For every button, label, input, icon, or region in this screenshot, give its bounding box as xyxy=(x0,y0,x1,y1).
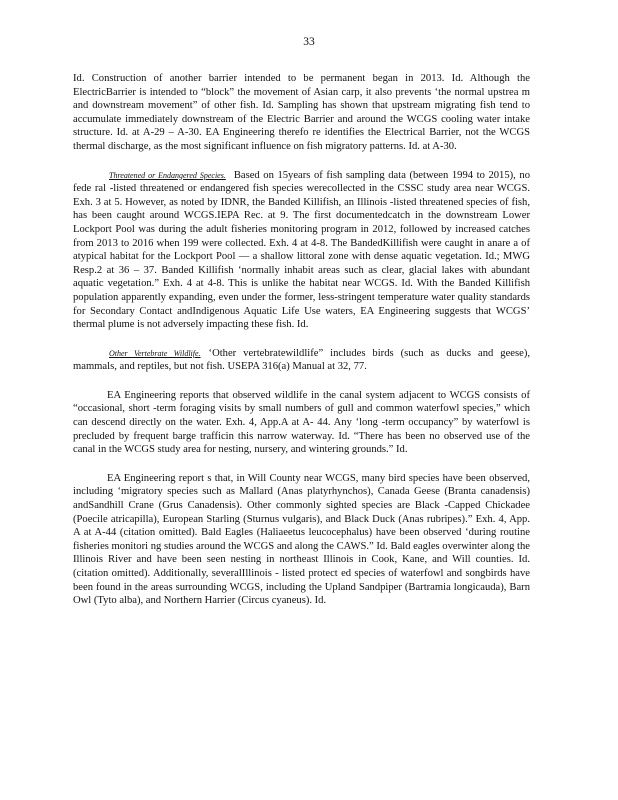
paragraph-bird-species: EA Engineering report s that, in Will County near WCGS, many bird species have been observed, including ‘migratory species such as Mallard (Anas platyrhynchos), Canada Geese (Branta canadensis) andSandhill Crane (Grus Canadensis). Other commonly sighted species are Black -Capped Chickadee (Poecile atricapilla), European Starling (Sturnus vulgaris), and Black Duck (Anas rubripes).” Exh. 4, App. A at A-44 (citation omitted). Bald Eagles (Haliaeetus leucocephalus) have been observed ‘during routine fisheries monitori ng studies around the WCGS and along the CAWS.” Id. Bald eagles overwinter along the Illinois River and have been seen nesting in northeast Illinois in Cook, Kane, and Will counties. Id. (citation omitted). Additionally, severalIllinois - listed protect ed species of waterfowl and songbirds have been found in the areas surrounding WCGS, including the Upland Sandpiper (Bartramia longicauda), Barn Owl (Tyto alba), and Northern Harrier (Circus cyaneus). Id. xyxy=(73,472,530,607)
paragraph-threatened-species-text: Based on 15years of fish sampling data (between 1994 to 2015), no fede ral -listed threatened or endangered fish species werecollected in the CSSC study area near WCGS. Exh. 3 at 5. However, as noted by IDNR, the Banded Killifish, an Illinois -listed threatened species of fish, has been caught around WCGS.IEPA Rec. at 9. The first documentedcatch in the downstream Lower Lockport Pool was during the adult fisheries monitoring program in 2012, followed by increased catches from 2013 to 2016 when 199 were collected. Exh. 4 at 4-8. The BandedKillifish were caught in anare a of atypical habitat for the Lockport Pool — a shallow littoral zone with dense aquatic vegetation. Id.; MWG Resp.2 at 36 – 37. Banded Killifish ‘normally inhabit areas such as clear, glacial lakes with abundant aquatic vegetation.” Exh. 4 at 4-8. This is unlike the habitat near WCGS. Id. With the Banded Killifish population apparently expanding, even under the former, less-stringent temperature water quality standards for Secondary Contact andIndigenous Aquatic Life Use waters, EA Engineering suggests that WCGS’ thermal plume is not adversely impacting these fish. Id. xyxy=(73,169,530,331)
paragraph-electric-barrier: Id. Construction of another barrier intended to be permanent began in 2013. Id. Although the ElectricBarrier is intended to “block” the movement of Asian carp, it also prevents ‘the normal upstrea m and downstream movement” of other fish. Id. Sampling has shown that upstream migrating fish tend to accumulate immediately downstream of the Electric Barrier and around the WCGS cooling water intake structure. Id. at A-29 – A-30. EA Engineering therefo re identifies the Electrical Barrier, not the WCGS thermal discharge, as the most significant influence on fish migratory patterns. Id. at A-30. xyxy=(73,73,530,152)
section-heading-threatened-species: Threatened or Endangered Species. xyxy=(109,170,226,180)
paragraph-other-wildlife xyxy=(73,347,530,374)
paragraph-observed-wildlife: EA Engineering reports that observed wildlife in the canal system adjacent to WCGS consists of “occasional, short -term foraging visits by small numbers of gull and common waterfowl species,” which can descend directly on the water. Exh. 4, App.A at A- 44. Any ‘long -term occupancy” by waterfowl is precluded by frequent barge trafficin this narrow waterway. Id. “There has been no observed use of the canal in the WCGS study area for nesting, nursery, and wintering grounds.” Id. xyxy=(73,389,530,456)
paragraph-threatened-species xyxy=(73,169,530,332)
document-body xyxy=(73,72,530,608)
section-heading-other-wildlife: Other Vertebrate Wildlife. xyxy=(109,348,201,358)
page-number: 33 xyxy=(303,36,315,48)
paragraph-other-wildlife-text: ‘Other vertebratewildlife” includes birds (such as ducks and geese), mammals, and reptiles, but not fish. USEPA 316(a) Manual at 32, 77. xyxy=(73,347,531,373)
